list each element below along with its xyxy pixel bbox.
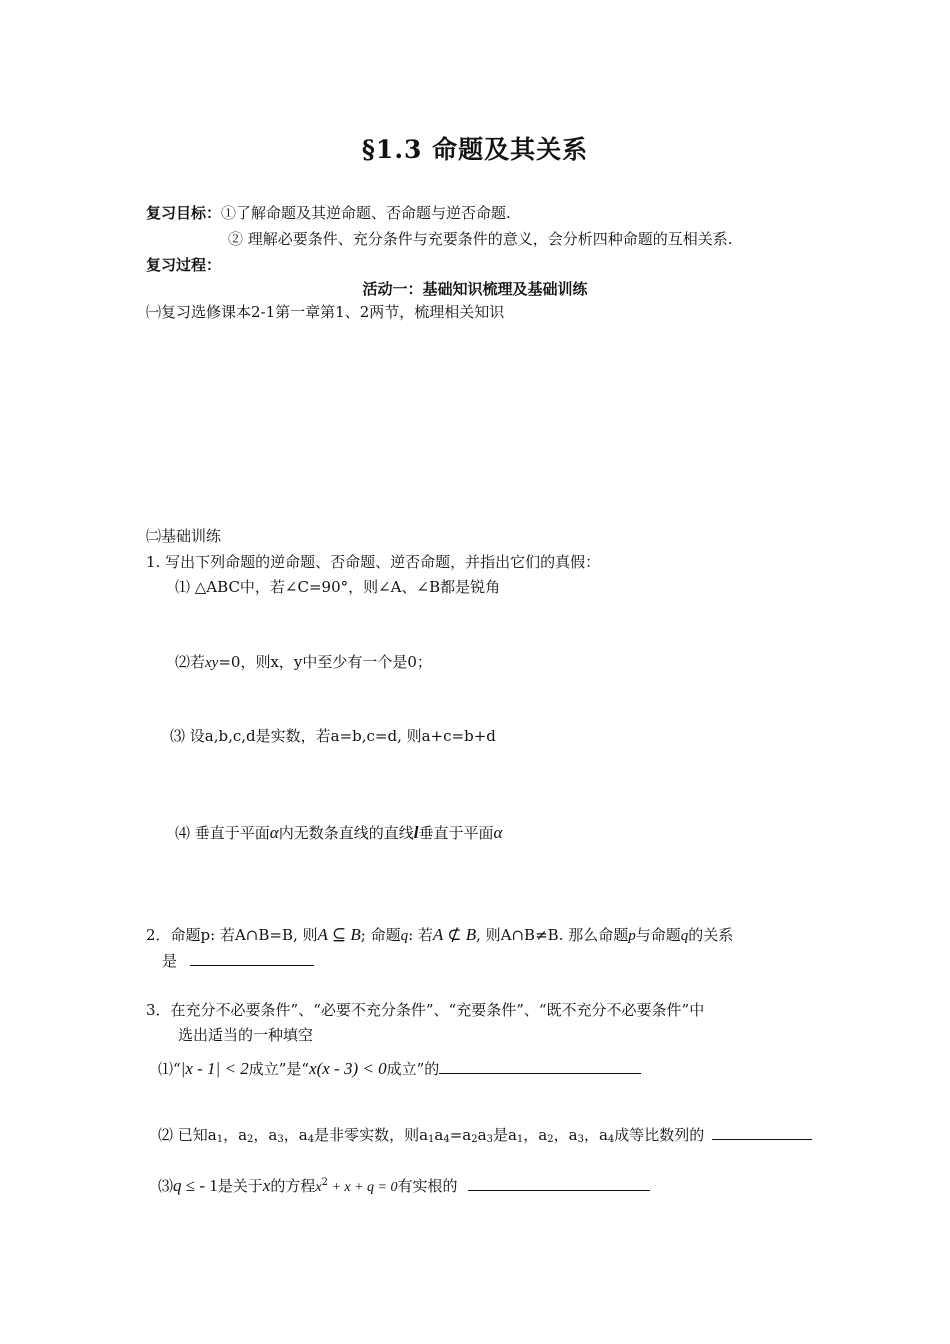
q1-part-4: ⑷ 垂直于平面α内无数条直线的直线l垂直于平面α [175,823,503,842]
q3-part-1-blank[interactable] [439,1059,641,1074]
q3-stem-1: 3．在充分不必要条件”、“必要不充分条件”、“充要条件”、“既不充分不必要条件”中 [146,1001,705,1019]
page-title: §1.3 命题及其关系 [361,135,589,164]
q1-stem: 1. 写出下列命题的逆命题、否命题、逆否命题，并指出它们的真假： [146,553,601,571]
q1-part-1: ⑴ △ABC中，若∠C=90°，则∠A、∠B都是锐角 [175,578,501,596]
q3-part-2-blank[interactable] [712,1125,812,1140]
q3-part-3: ⑶q ≤ - 1是关于x的方程$x^2 + x + q = 0$有实根的 [158,1172,650,1199]
section-2-heading: ㈡基础训练 [146,527,222,545]
subset-expression: A ⊆ B [317,925,361,944]
goal-item-1: ①了解命题及其逆命题、否命题与逆否命题. [221,204,511,222]
goals-line-1 [146,202,511,224]
process-label: 复习过程： [146,256,222,274]
q3-part-1: ⑴“|x - 1| < 2成立”是“x(x - 3) < 0成立”的 [158,1058,641,1080]
goals-label: 复习目标： [146,204,222,222]
q1-part-2: ⑵若xy=0，则x，y中至少有一个是0； [175,653,432,671]
q1-part-3: ⑶ 设a,b,c,d是实数，若a=b,c=d, 则a+c=b+d [170,727,496,745]
q3-part-3-blank[interactable] [468,1176,650,1191]
goal-item-2: ② 理解必要条件、充分条件与充要条件的意义，会分析四种命题的互相关系. [228,230,733,248]
abs-inequality: |x - 1| < 2 [180,1059,249,1078]
activity-title: 活动一：基础知识梳理及基础训练 [362,280,588,298]
q2-line-1: 2．命题p: 若A∩B=B, 则A ⊆ B; 命题q: 若A ⊄ B, 则A∩B≠B. 那么命题p与命题q的关系 [146,925,734,944]
q2-answer-blank[interactable] [190,951,314,966]
q2-line-2: 是 [162,950,314,972]
q3-stem-2: 选出适当的一种填空 [178,1026,314,1044]
q3-part-2: ⑵ 已知$a_1$，$a_2$，$a_3$，$a_4$是非零实数，则$a_1a_4=a_2a_3$是$a_1$，$a_2$，$a_3$，$a_4$成等比数列的 [158,1124,812,1151]
not-subset-expression: A ⊄ B [432,925,477,944]
section-1-heading: ㈠复习选修课本2-1第一章第1、2两节，梳理相关知识 [146,303,505,321]
product-inequality: x(x - 3) < 0 [309,1059,387,1078]
